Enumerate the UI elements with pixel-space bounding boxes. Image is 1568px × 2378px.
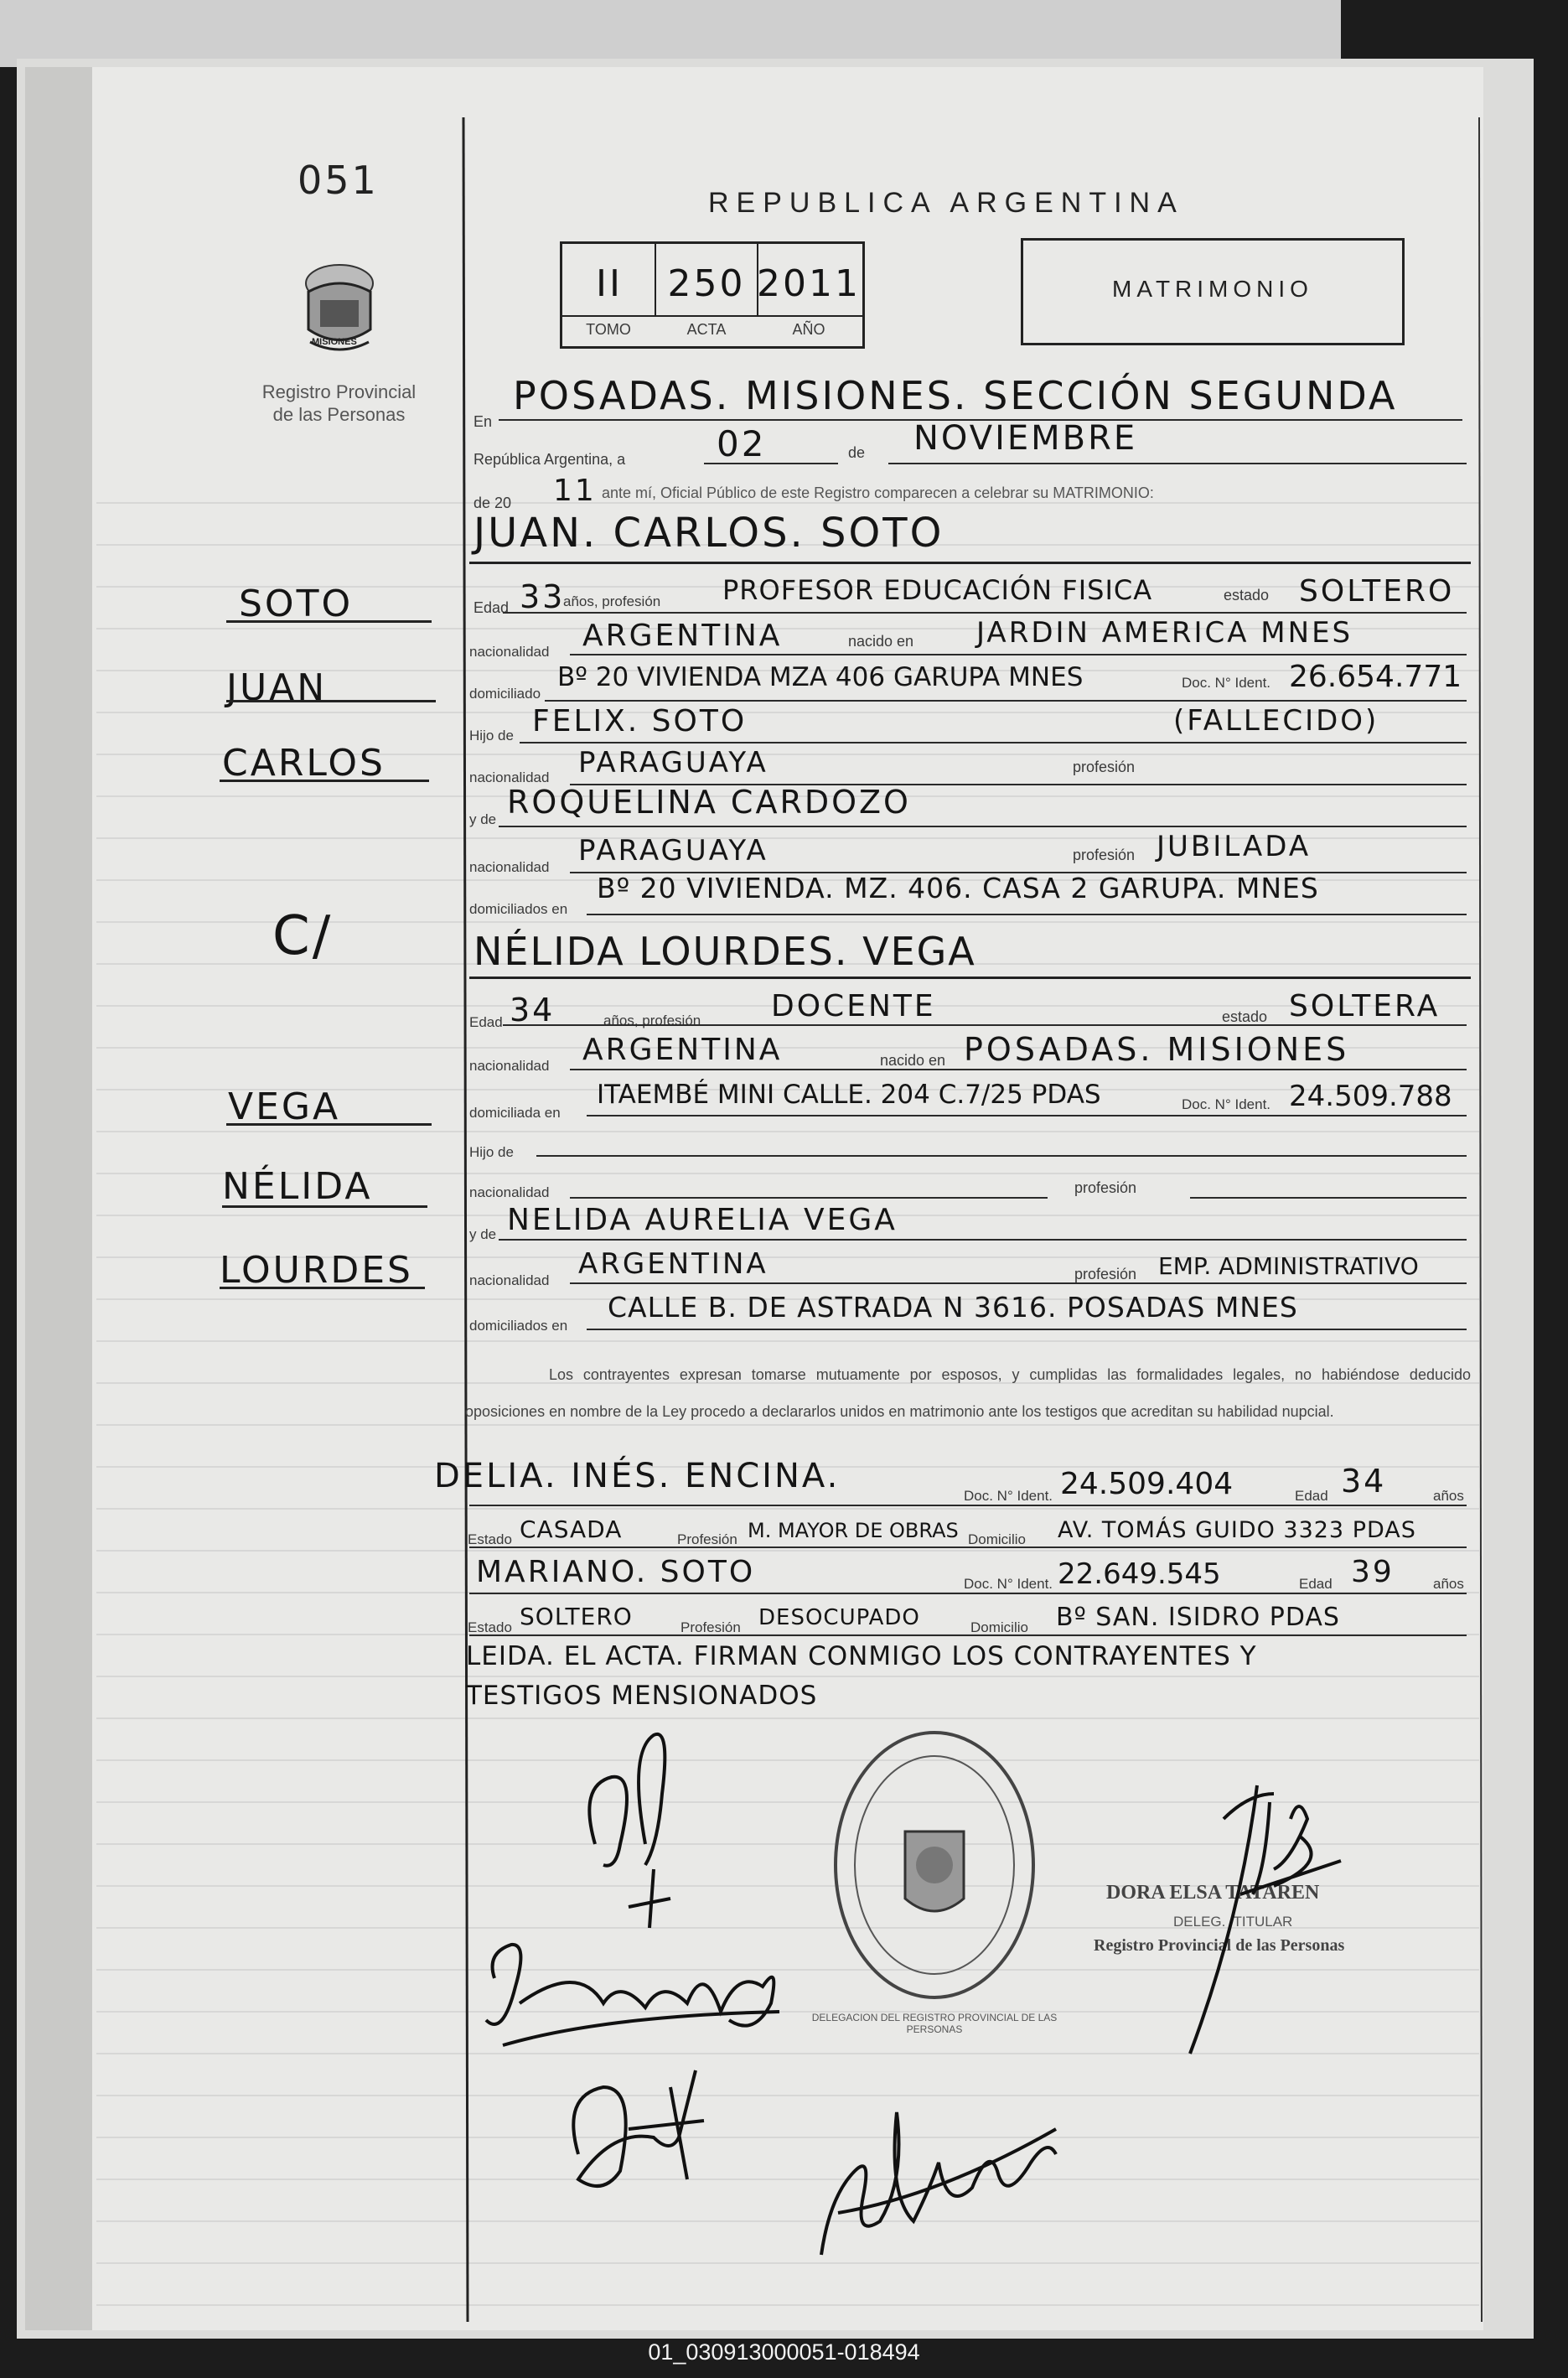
groom-mother-profesion-label: profesión — [1073, 847, 1136, 863]
groom-nacionalidad-label: nacionalidad — [469, 644, 550, 660]
bride-father-profesion-label: profesión — [1074, 1179, 1137, 1196]
margin-bride-surname: VEGA — [228, 1085, 341, 1128]
groom-father-name: FELIX. SOTO — [532, 704, 748, 738]
groom-father-note: (FALLECIDO) — [1173, 704, 1379, 738]
groom-mother-name: ROQUELINA CARDOZO — [507, 784, 911, 821]
record-type-box — [1021, 238, 1405, 345]
groom-mother-nacionalidad-label: nacionalidad — [469, 859, 550, 875]
witness2-address: Bº SAN. ISIDRO PDAS — [1056, 1603, 1340, 1632]
signature-bride — [478, 1928, 796, 2054]
bride-full-name: NÉLIDA LOURDES. VEGA — [474, 929, 976, 974]
footer-id: 01_030913000051-018494 — [648, 2339, 920, 2365]
witness2-profession: DESOCUPADO — [758, 1605, 920, 1630]
date-de: de — [848, 444, 866, 461]
official-round-seal — [830, 1727, 1039, 2003]
witness1-domicilio-label: Domicilio — [968, 1531, 1026, 1547]
tomo-value: II — [596, 262, 623, 305]
official-registry: Registro Provincial de las Personas — [1094, 1936, 1345, 1955]
bride-birthplace: POSADAS. MISIONES — [964, 1031, 1350, 1068]
witness2-age: 39 — [1351, 1555, 1395, 1589]
date-prefix: República Argentina, a — [474, 451, 626, 468]
bride-estado-label: estado — [1222, 1008, 1268, 1025]
witness1-profesion-label: Profesión — [677, 1531, 737, 1547]
groom-nacido-label: nacido en — [848, 633, 914, 650]
margin-bride-name1: NÉLIDA — [222, 1165, 373, 1208]
bride-nacido-label: nacido en — [880, 1052, 946, 1069]
groom-profession-label: años, profesión — [563, 593, 661, 609]
bride-mother-nationality: ARGENTINA — [578, 1247, 768, 1281]
bride-father-nacionalidad-label: nacionalidad — [469, 1184, 550, 1200]
bride-doc-label: Doc. N° Ident. — [1182, 1096, 1271, 1112]
anio-label: AÑO — [792, 321, 825, 338]
tomo-label: TOMO — [586, 321, 631, 338]
groom-parents-address: Bº 20 VIVIENDA. MZ. 406. CASA 2 GARUPA. MNES — [597, 872, 1319, 904]
margin-groom-name1: JUAN — [226, 666, 328, 709]
groom-mother-profession: JUBILADA — [1157, 830, 1312, 863]
closing-note-line1: LEIDA. EL ACTA. FIRMAN CONMIGO LOS CONTRAYENTES Y — [466, 1641, 1257, 1671]
witness1-address: AV. TOMÁS GUIDO 3323 PDAS — [1058, 1517, 1416, 1543]
witness1-doc: 24.509.404 — [1060, 1467, 1234, 1501]
witness2-name: MARIANO. SOTO — [476, 1555, 756, 1589]
record-type: MATRIMONIO — [1112, 276, 1313, 302]
signature-witness2 — [805, 2096, 1081, 2272]
witness1-age: 34 — [1341, 1463, 1387, 1500]
groom-full-name: JUAN. CARLOS. SOTO — [474, 510, 944, 557]
bride-address: ITAEMBÉ MINI CALLE. 204 C.7/25 PDAS — [597, 1080, 1101, 1110]
witness2-status: SOLTERO — [520, 1603, 633, 1630]
issuer-line1: Registro Provincial — [261, 381, 417, 402]
official-name: DORA ELSA TATAREN — [1106, 1882, 1320, 1904]
issuer-line2: de las Personas — [272, 404, 406, 425]
witness2-domicilio-label: Domicilio — [970, 1619, 1028, 1635]
register-box — [560, 241, 865, 349]
closing-note-line2: TESTIGOS MENSIONADOS — [466, 1681, 818, 1711]
bride-marital-status: SOLTERA — [1289, 989, 1441, 1023]
bride-nacionalidad-label: nacionalidad — [469, 1058, 550, 1074]
witness2-doc: 22.649.545 — [1058, 1557, 1221, 1591]
margin-connector: C/ — [272, 905, 334, 967]
bride-domiciliados-label: domiciliados en — [469, 1318, 568, 1334]
signature-groom — [545, 1718, 712, 1936]
witness1-status: CASADA — [520, 1515, 623, 1543]
bride-nationality: ARGENTINA — [582, 1033, 783, 1067]
margin-bride-name2: LOURDES — [220, 1249, 413, 1292]
place-prefix: En — [474, 413, 493, 430]
groom-address: Bº 20 VIVIENDA MZA 406 GARUPA MNES — [557, 662, 1084, 692]
bride-domiciliada-label: domiciliada en — [469, 1105, 561, 1121]
declaration-text: Los contrayentes expresan tomarse mutuamente por esposos, y cumplidas las formalidades legales, no habiéndose deducido oposiciones en nombre de la Ley procedo a declararlos unidos en matrimonio ante los testigos que acreditan su habilidad nupcial. — [465, 1366, 1471, 1420]
bride-hijo-label: Hijo de — [469, 1144, 514, 1160]
signature-witness1 — [545, 2054, 729, 2204]
groom-edad-label: Edad — [474, 599, 510, 616]
witness2-anos-label: años — [1433, 1576, 1464, 1592]
page-number: 051 — [298, 158, 379, 203]
signature-official — [1173, 1769, 1358, 2070]
bride-mother-profession: EMP. ADMINISTRATIVO — [1158, 1252, 1419, 1280]
witness2-profesion-label: Profesión — [681, 1619, 741, 1635]
place-value: POSADAS. MISIONES. SECCIÓN SEGUNDA — [513, 373, 1398, 418]
groom-mother-nationality: PARAGUAYA — [578, 834, 768, 868]
groom-marital-status: SOLTERO — [1299, 574, 1455, 609]
margin-groom-surname: SOTO — [239, 583, 354, 625]
acta-value: 250 — [667, 262, 746, 305]
witness2-edad-label: Edad — [1299, 1576, 1333, 1592]
groom-domiciliado-label: domiciliado — [469, 686, 541, 702]
acta-label: ACTA — [686, 321, 727, 338]
groom-father-nacionalidad-label: nacionalidad — [469, 769, 550, 785]
groom-estado-label: estado — [1224, 587, 1270, 604]
bride-profession-label: años, profesión — [603, 1013, 701, 1028]
groom-hijo-label: Hijo de — [469, 728, 514, 743]
year-prefix: de 20 — [474, 495, 512, 511]
logo-text: MISIONES — [312, 337, 357, 347]
witness1-profession: M. MAYOR DE OBRAS — [748, 1519, 959, 1542]
witness1-anos-label: años — [1433, 1488, 1464, 1504]
seal-text: DELEGACION DEL REGISTRO PROVINCIAL DE LAS PERSONAS — [811, 2012, 1058, 2035]
country-title: REPUBLICA ARGENTINA — [708, 187, 1184, 219]
bride-parents-address: CALLE B. DE ASTRADA N 3616. POSADAS MNES — [608, 1291, 1298, 1324]
anio-value: 2011 — [757, 262, 861, 305]
bride-doc: 24.509.788 — [1289, 1080, 1452, 1113]
groom-doc-label: Doc. N° Ident. — [1182, 675, 1271, 691]
witness2-estado-label: Estado — [468, 1619, 512, 1635]
bride-mother-profesion-label: profesión — [1074, 1266, 1137, 1282]
groom-nationality: ARGENTINA — [582, 619, 783, 653]
groom-age: 33 — [520, 578, 566, 615]
witness1-estado-label: Estado — [468, 1531, 512, 1547]
margin-groom-name2: CARLOS — [222, 742, 386, 785]
witness2-doc-label: Doc. N° Ident. — [964, 1576, 1053, 1592]
official-role: DELEG. TITULAR — [1173, 1914, 1293, 1930]
groom-yde-label: y de — [469, 811, 497, 827]
witness1-edad-label: Edad — [1295, 1488, 1328, 1504]
groom-doc: 26.654.771 — [1289, 660, 1462, 694]
bride-mother-nacionalidad-label: nacionalidad — [469, 1272, 550, 1288]
groom-domiciliados-label: domiciliados en — [469, 901, 568, 917]
groom-father-profesion-label: profesión — [1073, 759, 1136, 775]
date-month: NOVIEMBRE — [913, 419, 1138, 458]
bride-yde-label: y de — [469, 1226, 497, 1242]
bride-mother-name: NELIDA AURELIA VEGA — [507, 1203, 898, 1237]
date-day: 02 — [717, 423, 767, 464]
statement: ante mí, Oficial Público de este Registro comparecen a celebrar su MATRIMONIO: — [602, 484, 1154, 501]
witness1-name: DELIA. INÉS. ENCINA. — [434, 1457, 841, 1495]
bride-age: 34 — [510, 992, 556, 1028]
groom-birthplace: JARDIN AMERICA MNES — [976, 616, 1353, 650]
groom-profession: PROFESOR EDUCACIÓN FISICA — [722, 574, 1153, 606]
year-suffix: 11 — [553, 474, 597, 508]
bride-profession: DOCENTE — [771, 989, 936, 1023]
witness1-doc-label: Doc. N° Ident. — [964, 1488, 1053, 1504]
bride-edad-label: Edad — [469, 1014, 503, 1030]
groom-father-nationality: PARAGUAYA — [578, 746, 768, 780]
